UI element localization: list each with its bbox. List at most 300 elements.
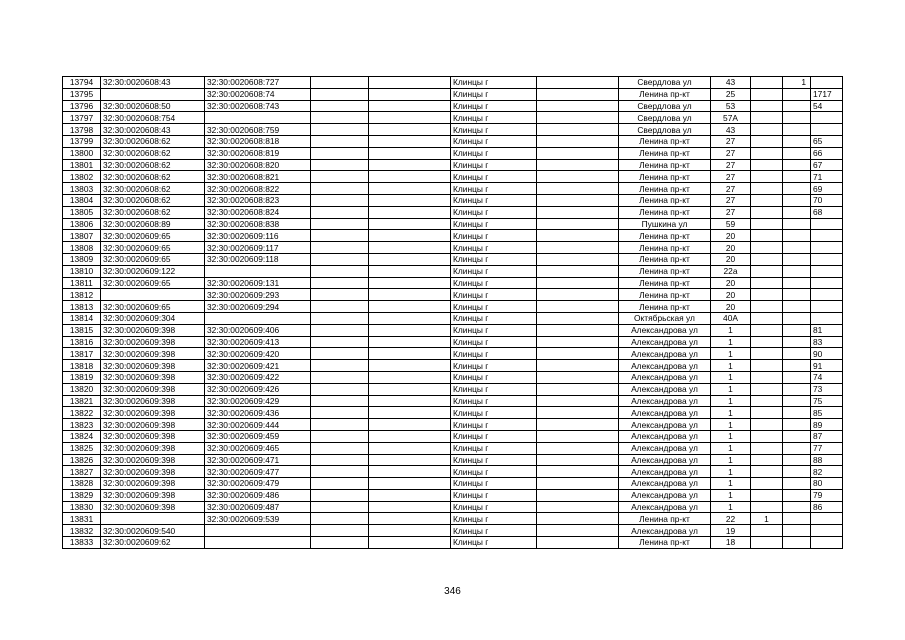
table-cell: 32:30:0020609:65 [101, 301, 205, 313]
table-cell: 13815 [63, 324, 101, 336]
table-cell: 79 [811, 489, 843, 501]
table-cell: 32:30:0020609:539 [205, 513, 311, 525]
table-cell [751, 501, 783, 513]
table-cell: 13800 [63, 147, 101, 159]
table-cell: Александрова ул [619, 336, 711, 348]
table-cell: Клинцы г [451, 218, 537, 230]
table-cell [369, 289, 451, 301]
table-cell [311, 513, 369, 525]
table-cell: 32:30:0020608:743 [205, 100, 311, 112]
table-cell [205, 265, 311, 277]
table-cell [751, 537, 783, 549]
table-cell [311, 147, 369, 159]
table-cell [751, 112, 783, 124]
table-cell: 1717 [811, 88, 843, 100]
table-cell: 13811 [63, 277, 101, 289]
table-cell: 32:30:0020609:398 [101, 360, 205, 372]
table-cell: 43 [711, 77, 751, 89]
table-row [63, 360, 843, 372]
table-cell: Ленина пр-кт [619, 183, 711, 195]
table-cell [369, 371, 451, 383]
table-cell: Александрова ул [619, 324, 711, 336]
table-row [63, 466, 843, 478]
table-cell: 32:30:0020609:117 [205, 242, 311, 254]
table-cell: 32:30:0020609:398 [101, 501, 205, 513]
table-cell: Клинцы г [451, 383, 537, 395]
table-cell: 87 [811, 430, 843, 442]
table-cell: 32:30:0020609:122 [101, 265, 205, 277]
table-cell [537, 159, 619, 171]
table-cell [311, 489, 369, 501]
table-row [63, 171, 843, 183]
table-cell: Александрова ул [619, 489, 711, 501]
table-cell: Клинцы г [451, 242, 537, 254]
table-row [63, 301, 843, 313]
table-cell: 27 [711, 206, 751, 218]
table-cell: 18 [711, 537, 751, 549]
table-cell [751, 265, 783, 277]
table-cell [751, 348, 783, 360]
table-cell: 91 [811, 360, 843, 372]
table-cell [811, 312, 843, 324]
table-cell [537, 206, 619, 218]
table-cell: 20 [711, 230, 751, 242]
table-cell [783, 147, 811, 159]
table-cell: 13795 [63, 88, 101, 100]
table-cell: 32:30:0020608:838 [205, 218, 311, 230]
table-cell: Ленина пр-кт [619, 242, 711, 254]
table-cell: 32:30:0020608:62 [101, 183, 205, 195]
table-row [63, 289, 843, 301]
table-cell [537, 253, 619, 265]
table-cell: 32:30:0020608:823 [205, 194, 311, 206]
table-cell [783, 478, 811, 490]
table-cell [537, 277, 619, 289]
table-cell [811, 112, 843, 124]
table-cell: Клинцы г [451, 466, 537, 478]
table-cell: 32:30:0020609:398 [101, 442, 205, 454]
table-cell: Клинцы г [451, 348, 537, 360]
table-cell: 20 [711, 289, 751, 301]
table-cell: 32:30:0020609:465 [205, 442, 311, 454]
table-cell [811, 301, 843, 313]
table-cell: Клинцы г [451, 147, 537, 159]
table-cell: Пушкина ул [619, 218, 711, 230]
table-cell [369, 525, 451, 537]
table-cell [537, 419, 619, 431]
table-cell: Клинцы г [451, 277, 537, 289]
table-cell [311, 301, 369, 313]
table-cell: 86 [811, 501, 843, 513]
table-cell [811, 265, 843, 277]
table-cell [811, 289, 843, 301]
table-cell [369, 265, 451, 277]
table-cell: Александрова ул [619, 501, 711, 513]
table-cell: 32:30:0020609:398 [101, 383, 205, 395]
table-cell: 32:30:0020609:304 [101, 312, 205, 324]
table-cell [311, 206, 369, 218]
table-cell: Ленина пр-кт [619, 147, 711, 159]
table-cell: 32:30:0020608:74 [205, 88, 311, 100]
table-cell [537, 194, 619, 206]
table-row [63, 265, 843, 277]
table-cell: 32:30:0020608:62 [101, 194, 205, 206]
table-cell: 20 [711, 242, 751, 254]
table-cell [311, 88, 369, 100]
table-cell: 32:30:0020609:398 [101, 395, 205, 407]
table-cell: Клинцы г [451, 430, 537, 442]
table-cell: 32:30:0020608:62 [101, 159, 205, 171]
table-cell: 20 [711, 301, 751, 313]
table-cell [783, 112, 811, 124]
table-cell [369, 253, 451, 265]
table-cell: Клинцы г [451, 171, 537, 183]
table-cell: Александрова ул [619, 395, 711, 407]
table-row [63, 442, 843, 454]
table-cell [783, 336, 811, 348]
table-cell [369, 194, 451, 206]
table-cell [751, 88, 783, 100]
table-cell [783, 442, 811, 454]
table-cell: 32:30:0020609:65 [101, 230, 205, 242]
table-cell [369, 242, 451, 254]
table-cell [783, 242, 811, 254]
table-cell: Клинцы г [451, 112, 537, 124]
table-cell [783, 265, 811, 277]
table-cell: 32:30:0020609:398 [101, 419, 205, 431]
table-cell: Клинцы г [451, 513, 537, 525]
table-cell: 40А [711, 312, 751, 324]
table-cell: 20 [711, 277, 751, 289]
table-cell [751, 124, 783, 136]
table-cell: 59 [711, 218, 751, 230]
table-cell [783, 537, 811, 549]
table-cell [537, 454, 619, 466]
table-cell [811, 77, 843, 89]
table-cell [537, 112, 619, 124]
table-cell [783, 135, 811, 147]
table-cell: 75 [811, 395, 843, 407]
table-cell [311, 135, 369, 147]
table-cell [369, 77, 451, 89]
table-cell [369, 442, 451, 454]
table-cell [369, 147, 451, 159]
table-cell [205, 537, 311, 549]
table-cell: 32:30:0020609:420 [205, 348, 311, 360]
table-cell: 1 [711, 348, 751, 360]
table-cell: 32:30:0020609:131 [205, 277, 311, 289]
table-cell: Александрова ул [619, 383, 711, 395]
table-cell: 81 [811, 324, 843, 336]
table-cell: 13806 [63, 218, 101, 230]
table-cell [205, 525, 311, 537]
table-cell: Клинцы г [451, 371, 537, 383]
table-cell [783, 159, 811, 171]
table-cell: 1 [711, 324, 751, 336]
table-cell: 13816 [63, 336, 101, 348]
table-cell [369, 301, 451, 313]
table-cell: Клинцы г [451, 525, 537, 537]
table-cell: 1 [711, 430, 751, 442]
table-cell: 13802 [63, 171, 101, 183]
table-cell [311, 100, 369, 112]
table-cell: 13812 [63, 289, 101, 301]
table-cell [751, 430, 783, 442]
table-cell: 1 [711, 466, 751, 478]
table-cell [783, 301, 811, 313]
table-cell: 32:30:0020608:821 [205, 171, 311, 183]
table-cell: Ленина пр-кт [619, 253, 711, 265]
table-cell: 82 [811, 466, 843, 478]
table-cell [537, 171, 619, 183]
table-cell: 32:30:0020609:436 [205, 407, 311, 419]
table-cell: 1 [711, 454, 751, 466]
table-cell: 13813 [63, 301, 101, 313]
table-cell [751, 194, 783, 206]
table-row [63, 525, 843, 537]
table-cell: 77 [811, 442, 843, 454]
table-cell: 32:30:0020609:486 [205, 489, 311, 501]
table-cell: 32:30:0020608:62 [101, 147, 205, 159]
table-cell: 27 [711, 194, 751, 206]
table-cell [537, 124, 619, 136]
table-cell: 1 [711, 478, 751, 490]
table-cell: 32:30:0020608:820 [205, 159, 311, 171]
table-cell [811, 242, 843, 254]
table-cell [751, 395, 783, 407]
table-cell [369, 277, 451, 289]
table-cell: Клинцы г [451, 253, 537, 265]
table-cell: 32:30:0020609:422 [205, 371, 311, 383]
table-cell: 32:30:0020609:487 [205, 501, 311, 513]
table-cell: Ленина пр-кт [619, 135, 711, 147]
table-cell [783, 183, 811, 195]
table-cell [751, 301, 783, 313]
table-cell [537, 513, 619, 525]
table-cell [537, 371, 619, 383]
table-cell: 54 [811, 100, 843, 112]
table-cell: 70 [811, 194, 843, 206]
table-cell: 32:30:0020609:421 [205, 360, 311, 372]
table-cell: 1 [751, 513, 783, 525]
table-cell [537, 324, 619, 336]
table-cell: Клинцы г [451, 454, 537, 466]
table-cell: Клинцы г [451, 183, 537, 195]
table-cell [751, 336, 783, 348]
table-cell [205, 312, 311, 324]
table-cell [783, 407, 811, 419]
table-cell [751, 383, 783, 395]
table-cell [811, 525, 843, 537]
table-cell: 88 [811, 454, 843, 466]
table-cell: Клинцы г [451, 301, 537, 313]
table-cell: 1 [711, 489, 751, 501]
table-row [63, 253, 843, 265]
table-cell: 13831 [63, 513, 101, 525]
table-cell [369, 324, 451, 336]
table-cell [537, 147, 619, 159]
table-cell [537, 88, 619, 100]
table-cell [783, 171, 811, 183]
table-cell: 53 [711, 100, 751, 112]
table-cell: Александрова ул [619, 478, 711, 490]
table-cell: Ленина пр-кт [619, 537, 711, 549]
table-cell: 32:30:0020609:398 [101, 371, 205, 383]
table-cell [751, 277, 783, 289]
table-cell: 32:30:0020609:398 [101, 466, 205, 478]
table-cell: 32:30:0020609:413 [205, 336, 311, 348]
table-cell [311, 159, 369, 171]
table-cell: 32:30:0020609:62 [101, 537, 205, 549]
table-cell [783, 525, 811, 537]
table-cell [783, 289, 811, 301]
table-cell [537, 242, 619, 254]
table-cell: 13794 [63, 77, 101, 89]
table-cell: Ленина пр-кт [619, 230, 711, 242]
table-cell: 32:30:0020608:50 [101, 100, 205, 112]
table-cell: 32:30:0020608:759 [205, 124, 311, 136]
table-cell: 13820 [63, 383, 101, 395]
table-cell [537, 336, 619, 348]
table-row [63, 124, 843, 136]
table-cell [751, 478, 783, 490]
table-cell: 27 [711, 147, 751, 159]
table-cell [751, 360, 783, 372]
table-cell: 71 [811, 171, 843, 183]
table-cell [369, 100, 451, 112]
table-cell [369, 478, 451, 490]
table-cell [369, 230, 451, 242]
table-cell: 32:30:0020609:116 [205, 230, 311, 242]
table-cell: Клинцы г [451, 537, 537, 549]
table-row [63, 348, 843, 360]
table-cell: 32:30:0020609:65 [101, 277, 205, 289]
table-cell: 13833 [63, 537, 101, 549]
table-cell [751, 289, 783, 301]
table-row [63, 395, 843, 407]
table-cell: 27 [711, 159, 751, 171]
table-cell [783, 466, 811, 478]
table-cell [537, 430, 619, 442]
table-cell: 1 [711, 395, 751, 407]
table-row [63, 194, 843, 206]
table-cell: Александрова ул [619, 348, 711, 360]
table-cell [369, 395, 451, 407]
table-cell: Ленина пр-кт [619, 277, 711, 289]
table-cell [101, 513, 205, 525]
table-cell: Ленина пр-кт [619, 513, 711, 525]
table-cell [751, 230, 783, 242]
table-cell: 80 [811, 478, 843, 490]
table-cell: Александрова ул [619, 525, 711, 537]
table-cell [751, 407, 783, 419]
table-cell [751, 324, 783, 336]
table-cell [751, 242, 783, 254]
table-cell [311, 336, 369, 348]
table-cell: 32:30:0020608:62 [101, 171, 205, 183]
table-cell [783, 395, 811, 407]
table-cell: 13814 [63, 312, 101, 324]
table-cell [783, 360, 811, 372]
table-cell [811, 124, 843, 136]
table-cell [369, 171, 451, 183]
table-cell: 1 [711, 360, 751, 372]
table-cell [311, 230, 369, 242]
table-cell: Ленина пр-кт [619, 301, 711, 313]
table-cell [369, 183, 451, 195]
table-cell: 73 [811, 383, 843, 395]
table-cell [811, 277, 843, 289]
table-row [63, 336, 843, 348]
table-cell [369, 348, 451, 360]
table-cell [783, 253, 811, 265]
table-cell: Свердлова ул [619, 77, 711, 89]
table-cell: 27 [711, 183, 751, 195]
table-cell: Клинцы г [451, 478, 537, 490]
table-cell: 13822 [63, 407, 101, 419]
table-cell [369, 360, 451, 372]
table-cell: 32:30:0020609:477 [205, 466, 311, 478]
table-cell: 32:30:0020608:819 [205, 147, 311, 159]
table-cell [537, 230, 619, 242]
table-cell: 32:30:0020609:293 [205, 289, 311, 301]
table-cell: 1 [711, 407, 751, 419]
table-cell: 69 [811, 183, 843, 195]
table-cell [311, 501, 369, 513]
table-cell [311, 171, 369, 183]
table-cell: 13807 [63, 230, 101, 242]
table-cell: 32:30:0020609:471 [205, 454, 311, 466]
table-cell: Клинцы г [451, 442, 537, 454]
table-cell: Клинцы г [451, 324, 537, 336]
table-cell [311, 183, 369, 195]
table-cell: Клинцы г [451, 336, 537, 348]
table-row [63, 183, 843, 195]
table-cell [311, 348, 369, 360]
table-cell: 1 [783, 77, 811, 89]
table-cell: 13804 [63, 194, 101, 206]
table-cell [783, 324, 811, 336]
table-cell [537, 489, 619, 501]
table-cell [369, 454, 451, 466]
table-cell [369, 407, 451, 419]
table-cell: 66 [811, 147, 843, 159]
table-row [63, 537, 843, 549]
table-cell: 32:30:0020609:429 [205, 395, 311, 407]
table-cell [751, 218, 783, 230]
table-cell: 13832 [63, 525, 101, 537]
table-cell [783, 513, 811, 525]
table-cell: 32:30:0020608:754 [101, 112, 205, 124]
table-row [63, 419, 843, 431]
table-cell: 13803 [63, 183, 101, 195]
table-row [63, 383, 843, 395]
table-cell: 32:30:0020608:43 [101, 77, 205, 89]
table-cell: 13798 [63, 124, 101, 136]
table-cell: 13823 [63, 419, 101, 431]
table-cell [751, 77, 783, 89]
table-cell: 1 [711, 419, 751, 431]
table-cell [369, 159, 451, 171]
table-cell [811, 230, 843, 242]
table-cell [751, 454, 783, 466]
table-row [63, 324, 843, 336]
table-cell: 1 [711, 442, 751, 454]
table-cell: Клинцы г [451, 489, 537, 501]
table-cell: 13819 [63, 371, 101, 383]
table-cell: 1 [711, 336, 751, 348]
table-cell [101, 289, 205, 301]
